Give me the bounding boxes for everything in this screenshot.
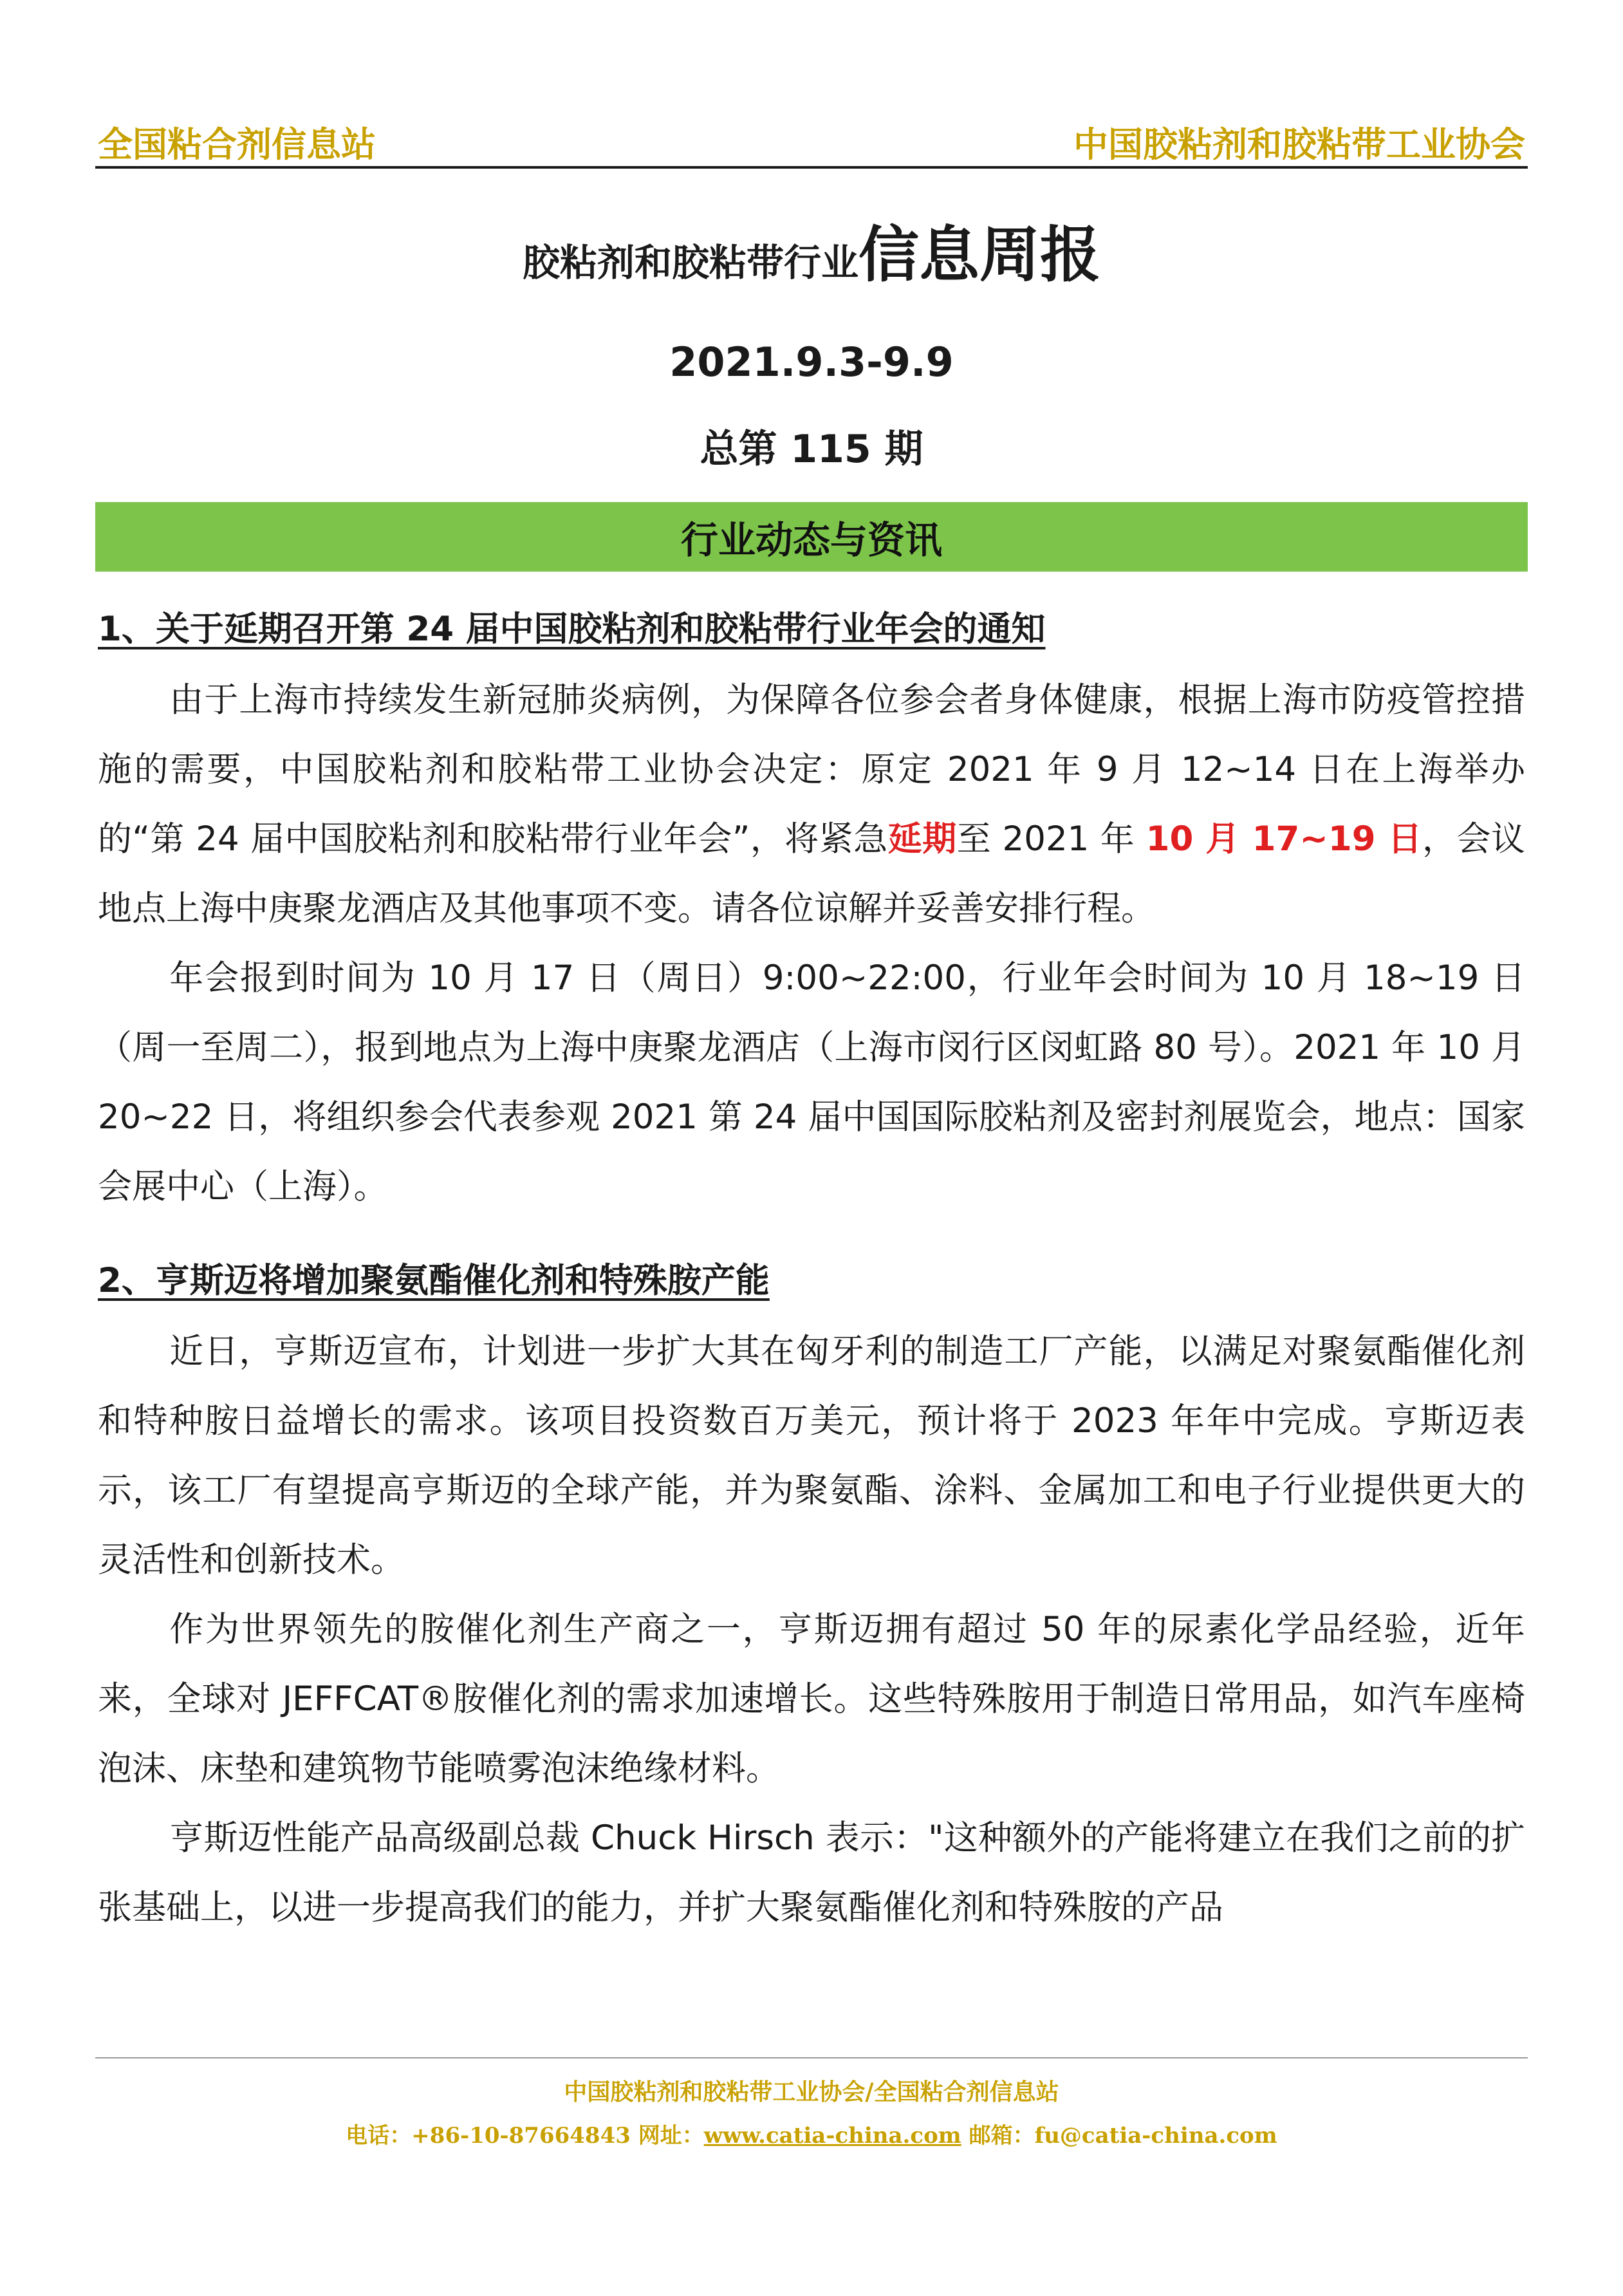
- footer-email: 邮箱：fu@catia-china.com: [961, 2123, 1277, 2149]
- header-right-title: 中国胶粘剂和胶粘带工业协会: [1073, 124, 1525, 165]
- article1-paragraph1: [98, 666, 1525, 944]
- article2-paragraph3: 亨斯迈性能产品高级副总裁 Chuck Hirsch 表示："这种额外的产能将建立在我们之前的扩张基础上，以进一步提高我们的能力，并扩大聚氨酯催化剂和特殊胺的产品: [98, 1818, 1525, 1927]
- footer-divider: [95, 2057, 1528, 2058]
- issue-number: 总第 115 期: [700, 427, 923, 472]
- report-title: [0, 206, 1623, 293]
- article1-p1-text-a: 由于上海市持续发生新冠肺炎病例，为保障各位参会者身体健康，根据上海市防疫管控措施的需要，中国胶粘剂和胶粘带工业协会决定：原定 2021 年 9 月 12~14 日在上海举办的“第 24 届中国胶粘剂和胶粘带行业年会”，将紧急: [98, 680, 1525, 859]
- article1-paragraph2: 年会报到时间为 10 月 17 日（周日）9:00~22:00，行业年会时间为 10 月 18~19 日（周一至周二），报到地点为上海中庚聚龙酒店（上海市闵行区闵虹路 80 号）。2021 年 10 月 20~22 日，将组织参会代表参观 2021 第 24 届中国国际胶粘剂及密封剂展览会，地点：国家会展中心（上海）。: [98, 958, 1525, 1206]
- date-range: 2021.9.3-9.9: [669, 339, 954, 386]
- header-divider: [95, 166, 1528, 169]
- footer-org: 中国胶粘剂和胶粘带工业协会/全国粘合剂信息站: [564, 2078, 1059, 2105]
- article1-p1-text-b: 至 2021 年: [956, 819, 1146, 859]
- article1-p1-text-c: ，会议地点上海中庚聚龙酒店及其他事项不变。请各位谅解并妥善安排行程。: [98, 819, 1526, 928]
- report-title-main: 信息周报: [858, 220, 1101, 290]
- article2-paragraph2: 作为世界领先的胺催化剂生产商之一，亨斯迈拥有超过 50 年的尿素化学品经验，近年来，全球对 JEFFCAT®胺催化剂的需求加速增长。这些特殊胺用于制造日常用品，如汽车座椅泡沫、床垫和建筑物节能喷雾泡沫绝缘材料。: [98, 1610, 1525, 1788]
- article-spacer: [98, 1222, 1525, 1250]
- footer-contact: [0, 2118, 1623, 2149]
- section-banner: 行业动态与资讯: [95, 502, 1528, 572]
- article-content: [98, 599, 1525, 1943]
- footer-phone: 电话：+86-10-87664843 网址：: [346, 2123, 704, 2149]
- article1-p1-highlight-postpone: 延期: [887, 819, 957, 859]
- article1-title: 1、关于延期召开第 24 届中国胶粘剂和胶粘带行业年会的通知: [98, 610, 1046, 649]
- footer-website-link[interactable]: www.catia-china.com: [703, 2123, 961, 2149]
- report-title-prefix: 胶粘剂和胶粘带行业: [522, 241, 858, 285]
- article2-paragraph1: 近日，亨斯迈宣布，计划进一步扩大其在匈牙利的制造工厂产能，以满足对聚氨酯催化剂和特种胺日益增长的需求。该项目投资数百万美元，预计将于 2023 年年中完成。亨斯迈表示，该工厂有望提高亨斯迈的全球产能，并为聚氨酯、涂料、金属加工和电子行业提供更大的灵活性和创新技术。: [98, 1332, 1525, 1580]
- article2-title: 2、亨斯迈将增加聚氨酯催化剂和特殊胺产能: [98, 1261, 770, 1300]
- header-left-title: 全国粘合剂信息站: [98, 124, 376, 165]
- article1-p1-highlight-date: 10 月 17~19 日: [1145, 819, 1423, 859]
